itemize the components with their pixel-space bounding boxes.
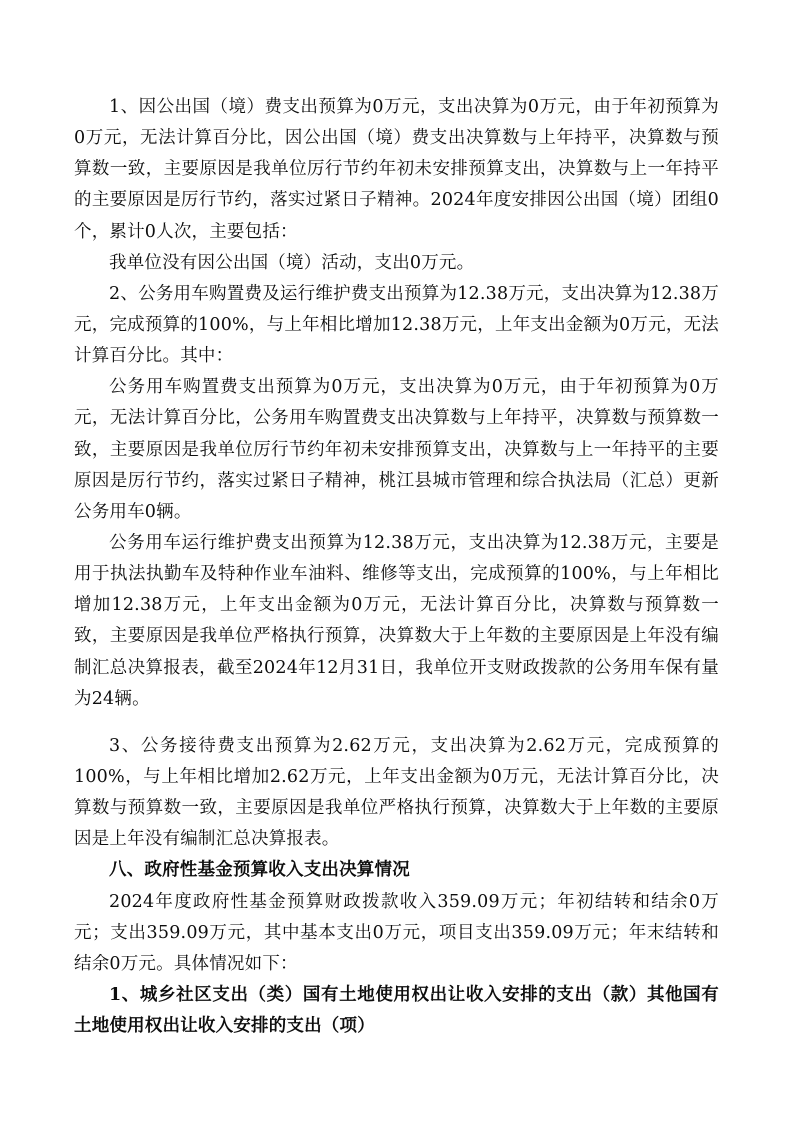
paragraph-vehicle-purchase-expense: 公务用车购置费支出预算为0万元，支出决算为0万元，由于年初预算为0万元，无法计算百分比，公务用车购置费支出决算数与上年持平，决算数与预算数一致，主要原因是我单位厉行节约年初未安排预算支出，决算数与上一年持平的主要原因是厉行节约，落实过紧日子精神，桃江县城市管理和综合执法局（汇总）更新公务用车0辆。 (74, 377, 719, 522)
paragraph-no-foreign-travel: 我单位没有因公出国（境）活动，支出0万元。 (109, 252, 475, 273)
section-heading-government-fund-budget: 八、政府性基金预算收入支出决算情况 (109, 860, 410, 881)
paragraph-government-fund-details: 2024年度政府性基金预算财政拨款收入359.09万元；年初结转和结余0万元；支出359.09万元，其中基本支出0万元，项目支出359.09万元；年末结转和结余0万元。具体情况如下： (74, 891, 719, 974)
subsection-heading-urban-rural-community: 1、城乡社区支出（类）国有土地使用权出让收入安排的支出（款）其他国有土地使用权出让收入安排的支出（项） (74, 984, 719, 1037)
paragraph-foreign-travel-expense: 1、因公出国（境）费支出预算为0万元，支出决算为0万元，由于年初预算为0万元，无法计算百分比，因公出国（境）费支出决算数与上年持平，决算数与预算数一致，主要原因是我单位厉行节约年初未安排预算支出，决算数与上一年持平的主要原因是厉行节约，落实过紧日子精神。2024年度安排因公出国（境）团组0个，累计0人次，主要包括： (74, 97, 719, 242)
document-body (74, 92, 719, 1042)
paragraph-official-vehicle-total: 2、公务用车购置费及运行维护费支出预算为12.38万元，支出决算为12.38万元，完成预算的100%，与上年相比增加12.38万元，上年支出金额为0万元，无法计算百分比。其中： (74, 283, 719, 367)
paragraph-official-reception-expense: 3、公务接待费支出预算为2.62万元，支出决算为2.62万元，完成预算的100%，与上年相比增加2.62万元，上年支出金额为0万元，无法计算百分比，决算数与预算数一致，主要原因是我单位严格执行预算，决算数大于上年数的主要原因是上年没有编制汇总决算报表。 (74, 735, 719, 850)
paragraph-vehicle-maintenance-expense: 公务用车运行维护费支出预算为12.38万元，支出决算为12.38万元，主要是用于执法执勤车及特种作业车油料、维修等支出，完成预算的100%，与上年相比增加12.38万元，上年支出金额为0万元，无法计算百分比，决算数与预算数一致，主要原因是我单位严格执行预算，决算数大于上年数的主要原因是上年没有编制汇总决算报表，截至2024年12月31日，我单位开支财政拨款的公务用车保有量为24辆。 (74, 532, 719, 709)
